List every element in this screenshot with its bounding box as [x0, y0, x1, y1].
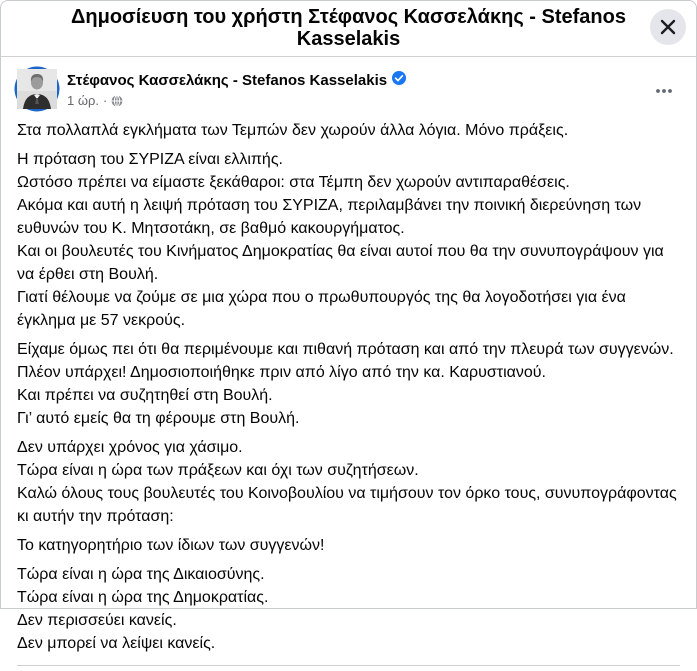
post-meta	[67, 69, 680, 108]
avatar[interactable]	[17, 69, 57, 109]
profile-photo	[17, 69, 57, 109]
more-options-button[interactable]	[648, 75, 680, 107]
verified-badge-icon	[392, 71, 406, 90]
post-paragraph: Τώρα είναι η ώρα της Δικαιοσύνης. Τώρα είναι η ώρα της Δημοκρατίας. Δεν περισσεύει κανείς. Δεν μπορεί να λείψει κανείς.	[17, 566, 269, 652]
post-text	[1, 113, 696, 665]
post-paragraph: Δεν υπάρχει χρόνος για χάσιμο. Τώρα είναι η ώρα των πράξεων και όχι των συζητήσεων. Καλώ όλους τους βουλευτές του Κοινοβουλίου να τιμήσουν τον όρκο τους, συνυπογράφοντας κι αυτήν την πρόταση:	[17, 439, 677, 525]
dialog-title: Δημοσίευση του χρήστη Στέφανος Κασσελάκης - Stefanos Kasselakis	[71, 6, 626, 50]
post-subheader	[67, 93, 680, 108]
post-timestamp[interactable]: 1 ώρ.	[67, 93, 99, 108]
bottom-divider	[17, 665, 680, 671]
post-paragraph: Στα πολλαπλά εγκλήματα των Τεμπών δεν χωρούν άλλα λόγια. Μόνο πράξεις.	[17, 122, 569, 139]
author-row	[67, 70, 680, 90]
ellipsis-icon	[654, 81, 674, 101]
post-header	[1, 57, 696, 113]
post-paragraph: Το κατηγορητήριο των ίδιων των συγγενών!	[17, 537, 325, 554]
globe-privacy-icon	[111, 95, 123, 107]
close-icon	[658, 17, 678, 37]
close-button[interactable]	[650, 9, 686, 45]
post-paragraph: Η πρόταση του ΣΥΡΙΖΑ είναι ελλιπής. Ωστόσο πρέπει να είμαστε ξεκάθαροι: στα Τέμπη δεν χωρούν αντιπαραθέσεις. Ακόμα και αυτή η λειψή πρόταση του ΣΥΡΙΖΑ, περιλαμβάνει την ποινική διερεύνηση των ευθυνών του Κ. Μητσοτάκη, σε βαθμό κακουργήματος. Και οι βουλευτές του Κινήματος Δημοκρατίας θα είναι αυτοί που θα την συνυπογράψουν για να έρθει στη Βουλή. Γιατί θέλουμε να ζούμε σε μια χώρα που ο πρωθυπουργός της θα λογοδοτήσει για ένα έγκλημα με 57 νεκρούς.	[17, 151, 664, 329]
author-name[interactable]: Στέφανος Κασσελάκης - Stefanos Kasselakis	[67, 71, 388, 89]
dot-separator: ·	[103, 93, 108, 108]
dialog-header	[1, 1, 696, 57]
post-paragraph: Είχαμε όμως πει ότι θα περιμένουμε και πιθανή πρόταση και από την πλευρά των συγγενών. Πλέον υπάρχει! Δημοσιοποιήθηκε πριν από λίγο από την κα. Καρυστιανού. Και πρέπει να συζητηθεί στη Βουλή. Γι’ αυτό εμείς θα τη φέρουμε στη Βουλή.	[17, 341, 674, 427]
